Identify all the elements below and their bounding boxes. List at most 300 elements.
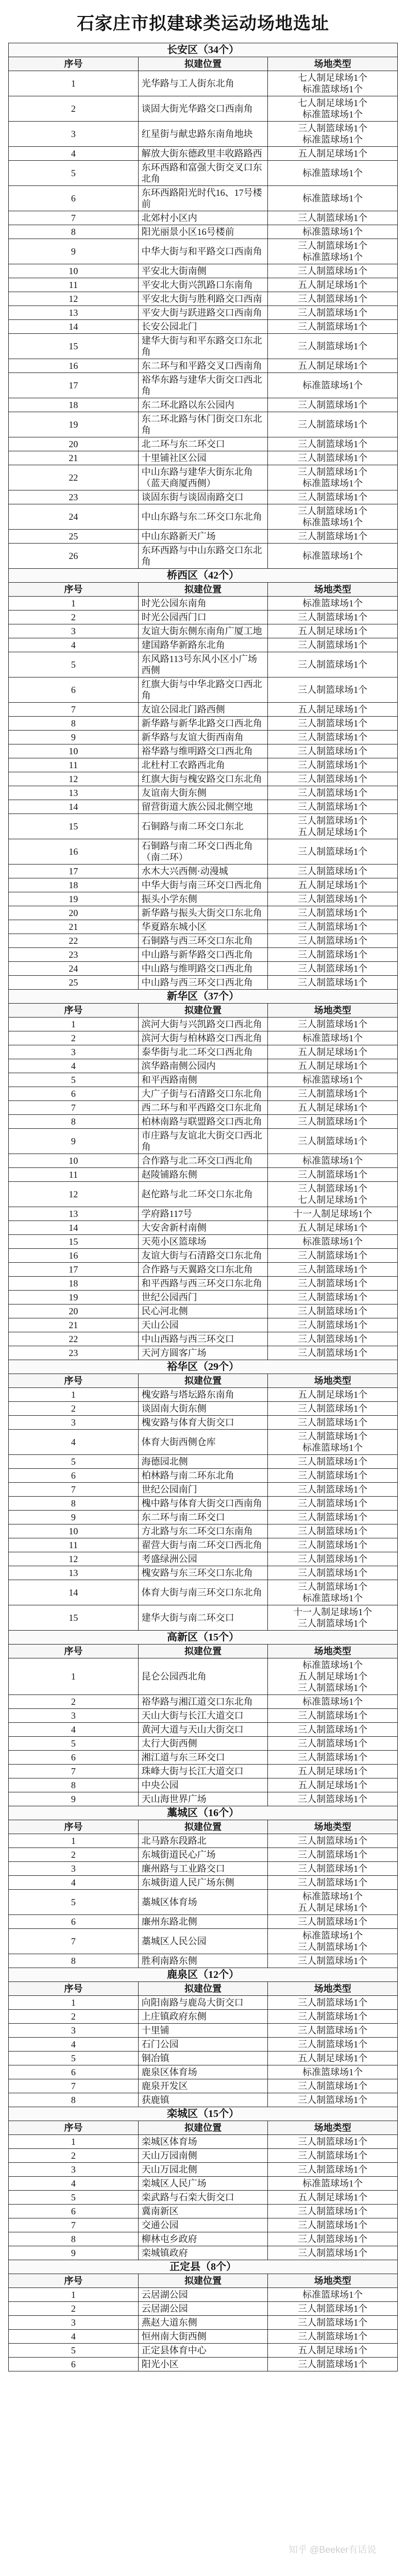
table-row [9,306,398,320]
row-location: 中山东路与建华大街东北角（蓝天商厦西侧） [138,465,268,490]
row-location: 平安北大街南侧 [138,264,268,278]
row-type [268,373,398,398]
table-row [9,814,398,839]
row-number: 7 [9,2079,139,2093]
header-location: 拟建位置 [138,1374,268,1388]
row-location: 翟营大街与南二环交口西北角 [138,1538,268,1552]
type-line: 三人制篮球场1个 [298,977,368,988]
row-type [268,1709,398,1723]
row-location: 裕华路与维明路交口西北角 [138,744,268,758]
type-line: 五人制足球场1个 [298,361,368,371]
row-type [268,934,398,948]
row-type [268,1580,398,1605]
row-number: 20 [9,437,139,451]
district-name: 藁城区（16个） [9,1806,398,1820]
row-number: 6 [9,1087,139,1101]
row-type [268,2205,398,2218]
type-line: 五人制足球场1个 [298,880,368,890]
type-line: 三人制篮球场1个 [298,718,368,728]
row-location: 中山西路与西三环交口 [138,1332,268,1346]
row-location: 东二环与和平路交叉口西南角 [138,359,268,373]
district-row [9,990,398,1004]
row-location: 时光公园东南角 [138,597,268,611]
row-type [268,611,398,624]
table-row [9,1876,398,1890]
row-number: 9 [9,2246,139,2260]
table-row [9,1538,398,1552]
row-type [268,1101,398,1115]
row-number: 1 [9,1388,139,1402]
table-row [9,1263,398,1277]
district-row [9,2107,398,2121]
row-location: 海德园北侧 [138,1455,268,1469]
type-line: 标准篮球场1个 [302,134,363,145]
table-row [9,1430,398,1455]
type-line: 标准篮球场1个 [302,1660,363,1670]
table-row [9,624,398,638]
row-type [268,2079,398,2093]
row-number: 5 [9,1890,139,1915]
row-number: 20 [9,906,139,920]
row-number: 1 [9,1018,139,1031]
row-type [268,2330,398,2344]
table-row [9,2191,398,2205]
row-type [268,2316,398,2330]
row-number: 1 [9,2288,139,2302]
header-location: 拟建位置 [138,1004,268,1018]
type-line: 三人制篮球场1个 [298,908,368,918]
row-number: 5 [9,2052,139,2065]
row-number: 4 [9,638,139,652]
table-row [9,1073,398,1087]
row-location: 柏林路与南二环东北角 [138,1469,268,1483]
type-line: 三人制篮球场1个 [298,1136,368,1146]
district-row [9,43,398,57]
type-line: 三人制篮球场1个 [298,732,368,742]
row-number: 7 [9,703,139,717]
type-line: 七人制足球场1个 [298,98,368,108]
type-line: 三人制篮球场1个 [298,1417,368,1428]
row-number: 3 [9,1045,139,1059]
row-number: 21 [9,451,139,465]
table-row [9,1929,398,1954]
table-row [9,2246,398,2260]
type-line: 三人制篮球场1个 [298,1264,368,1275]
row-location: 市庄路与友谊北大街交口西北角 [138,1129,268,1154]
type-line: 三人制篮球场1个 [298,439,368,449]
type-line: 标准篮球场1个 [302,2290,363,2300]
table-row [9,1154,398,1168]
row-type [268,1455,398,1469]
type-line: 三人制篮球场1个 [298,2220,368,2230]
type-line: 标准篮球场1个 [302,1697,363,1707]
row-type [268,147,398,161]
table-row [9,1018,398,1031]
row-type [268,1304,398,1318]
row-number: 6 [9,1469,139,1483]
table-row [9,359,398,373]
district-row [9,1968,398,1982]
type-line: 标准篮球场1个 [302,193,363,204]
row-location: 中华大街与南三环交口西北角 [138,878,268,892]
table-row [9,1168,398,1182]
row-location: 十里铺 [138,2024,268,2038]
type-line: 五人制足球场1个 [298,1103,368,1113]
type-line: 三人制篮球场1个 [298,1019,368,1029]
row-number: 5 [9,161,139,186]
row-number: 17 [9,373,139,398]
row-type [268,652,398,677]
header-no: 序号 [9,1982,139,1996]
row-location: 和平西路南侧 [138,1073,268,1087]
table-header-row [9,1004,398,1018]
row-location: 红旗大街与中华北路交口西北角 [138,677,268,703]
row-number: 3 [9,624,139,638]
header-type: 场地类型 [268,57,398,71]
table-row [9,1552,398,1566]
row-type [268,437,398,451]
header-location: 拟建位置 [138,1645,268,1658]
row-number: 3 [9,2316,139,2330]
row-location: 中山路与维明路交口西北角 [138,962,268,976]
type-line: 三人制篮球场1个 [298,2206,368,2216]
type-line: 三人制篮球场1个 [298,321,368,332]
row-type [268,758,398,772]
row-type [268,359,398,373]
table-header-row [9,1374,398,1388]
row-number: 5 [9,1737,139,1751]
watermark: 知乎 @Beeker有话说 [289,2545,377,2555]
type-line: 三人制篮球场1个 [298,1997,368,2008]
row-number: 21 [9,920,139,934]
row-number: 6 [9,2358,139,2371]
type-line: 三人制篮球场1个 [298,1526,368,1536]
type-line: 三人制篮球场1个 [298,1850,368,1860]
row-type [268,2218,398,2232]
type-line: 三人制篮球场1个 [298,1292,368,1302]
row-location: 长安公园北门 [138,320,268,334]
row-location: 黄河大道与天山大街交口 [138,1723,268,1737]
row-location: 体育大街西侧仓库 [138,1430,268,1455]
row-number: 4 [9,1723,139,1737]
row-number: 24 [9,504,139,530]
table-row [9,1346,398,1360]
row-type [268,1346,398,1360]
row-number: 3 [9,2163,139,2177]
row-type [268,504,398,530]
type-line: 三人制篮球场1个 [298,2150,368,2161]
type-line: 三人制篮球场1个 [298,846,368,857]
row-number: 14 [9,1221,139,1235]
row-location: 云居湖公园 [138,2288,268,2302]
type-line: 三人制篮球场1个 [298,774,368,784]
row-number: 4 [9,1430,139,1455]
type-line: 三人制篮球场1个 [298,936,368,946]
table-row [9,2093,398,2107]
row-number: 17 [9,1263,139,1277]
type-line: 三人制篮球场1个 [298,802,368,812]
row-location: 光华路与工人街东北角 [138,71,268,96]
row-location: 槐安路与塔坛路东南角 [138,1388,268,1402]
row-location: 鹿泉开发区 [138,2079,268,2093]
row-number: 16 [9,1249,139,1263]
table-row [9,2330,398,2344]
table-row [9,398,398,412]
row-location: 滨华路南侧公园内 [138,1059,268,1073]
row-type [268,1154,398,1168]
row-type [268,239,398,264]
row-location: 中山东路与东二环交口东北角 [138,504,268,530]
table-row [9,703,398,717]
row-number: 2 [9,1848,139,1862]
row-number: 5 [9,2344,139,2358]
row-location: 滨河大街与兴凯路交口西北角 [138,1018,268,1031]
table-row [9,1087,398,1101]
row-type [268,814,398,839]
table-row [9,1291,398,1304]
row-number: 11 [9,1538,139,1552]
row-location: 铜冶镇 [138,2052,268,2065]
row-location: 滨河大街与柏林路交口西北角 [138,1031,268,1045]
row-location: 平安大街与跃进路交口西南角 [138,306,268,320]
row-location: 友谊南大街东侧 [138,786,268,800]
row-number: 1 [9,1996,139,2010]
type-line: 三人制篮球场1个 [298,2303,368,2314]
table-row [9,1723,398,1737]
type-line: 三人制篮球场1个 [298,467,368,477]
table-row [9,490,398,504]
type-line: 三人制篮球场1个 [298,492,368,502]
table-row [9,1497,398,1511]
header-location: 拟建位置 [138,2121,268,2135]
type-line: 三人制篮球场1个 [298,950,368,960]
type-line: 标准篮球场1个 [302,517,363,528]
row-type [268,677,398,703]
type-line: 标准篮球场1个 [302,2067,363,2077]
row-type [268,1059,398,1073]
type-line: 三人制篮球场1个 [298,894,368,904]
table-row [9,2316,398,2330]
table-row [9,758,398,772]
row-location: 槐安路与体育大街交口 [138,1416,268,1430]
type-line: 三人制篮球场1个 [298,1683,368,1693]
type-line: 三人制篮球场1个 [298,1170,368,1180]
row-location: 栾武路与石栾大街交口 [138,2191,268,2205]
table-row [9,1059,398,1073]
row-number: 2 [9,96,139,122]
row-number: 2 [9,1695,139,1709]
table-row [9,1221,398,1235]
type-line: 标准篮球场1个 [302,598,363,608]
type-line: 三人制篮球场1个 [298,1540,368,1550]
row-type [268,451,398,465]
district-name: 新华区（37个） [9,990,398,1004]
row-type [268,1207,398,1221]
type-line: 三人制篮球场1个 [298,685,368,695]
row-number: 23 [9,948,139,962]
row-number: 10 [9,1154,139,1168]
type-line: 五人制足球场1个 [298,1780,368,1790]
table-row [9,2024,398,2038]
table-row [9,1045,398,1059]
table-row [9,2163,398,2177]
type-line: 五人制足球场1个 [298,2192,368,2202]
row-number: 11 [9,758,139,772]
table-row [9,934,398,948]
row-number: 15 [9,814,139,839]
table-row [9,1304,398,1318]
table-row [9,1483,398,1497]
row-number: 26 [9,544,139,569]
row-number: 4 [9,1059,139,1073]
row-location: 平安北大街兴凯路口东南角 [138,278,268,292]
header-type: 场地类型 [268,1820,398,1834]
row-type [268,398,398,412]
row-type [268,1658,398,1695]
type-line: 三人制篮球场1个 [298,1942,368,1952]
table-row [9,865,398,878]
row-location: 天山海世界广场 [138,1792,268,1806]
row-location: 西二环与和平西路交口东北角 [138,1101,268,1115]
row-type [268,2010,398,2024]
type-line: 三人制篮球场1个 [298,1554,368,1564]
type-line: 三人制篮球场1个 [298,2359,368,2369]
table-row [9,412,398,437]
table-row [9,2232,398,2246]
type-line: 五人制足球场1个 [298,1766,368,1776]
row-number: 24 [9,962,139,976]
row-type [268,865,398,878]
type-line: 五人制足球场1个 [298,1061,368,1071]
row-location: 北杜村工农路西北角 [138,758,268,772]
row-location: 冀南新区 [138,2205,268,2218]
row-type [268,731,398,744]
row-number: 22 [9,934,139,948]
row-type [268,2302,398,2316]
row-location: 云居湖公园 [138,2302,268,2316]
type-line: 三人制篮球场1个 [298,1089,368,1099]
row-location: 合作路与北二环交口西北角 [138,1154,268,1168]
table-row [9,1737,398,1751]
row-type [268,1737,398,1751]
row-number: 14 [9,1580,139,1605]
row-type [268,1031,398,1045]
type-line: 三人制篮球场1个 [298,1512,368,1522]
row-location: 体育大街与南三环交口东北角 [138,1580,268,1605]
row-type [268,2093,398,2107]
table-row [9,717,398,731]
row-location: 石门公园 [138,2038,268,2052]
type-line: 三人制篮球场1个 [298,453,368,463]
type-line: 三人制篮球场1个 [298,400,368,410]
row-number: 9 [9,239,139,264]
type-line: 五人制足球场1个 [298,827,368,837]
header-location: 拟建位置 [138,57,268,71]
row-location: 天苑小区篮球场 [138,1235,268,1249]
row-location: 振头小学东侧 [138,892,268,906]
row-location: 方北路与东二环交口东南角 [138,1524,268,1538]
row-number: 1 [9,1658,139,1695]
table-row [9,878,398,892]
table-row [9,334,398,359]
type-line: 标准篮球场1个 [302,1033,363,1043]
header-type: 场地类型 [268,2274,398,2288]
header-no: 序号 [9,57,139,71]
header-no: 序号 [9,583,139,597]
table-row [9,1031,398,1045]
row-type [268,320,398,334]
type-line: 三人制篮球场1个 [298,1794,368,1804]
row-number: 2 [9,1402,139,1416]
row-location: 栾城区体育场 [138,2135,268,2149]
table-header-row [9,2121,398,2135]
table-row [9,800,398,814]
row-location: 天山公园 [138,1318,268,1332]
header-location: 拟建位置 [138,1982,268,1996]
table-header-row [9,1645,398,1658]
row-location: 天河方圆客广场 [138,1346,268,1360]
row-location: 红星街与献忠路东南角地块 [138,122,268,147]
row-number: 23 [9,1346,139,1360]
row-type [268,1497,398,1511]
table-row [9,278,398,292]
table-row [9,71,398,96]
table-row [9,1862,398,1876]
header-type: 场地类型 [268,1374,398,1388]
row-number: 7 [9,1765,139,1778]
row-type [268,530,398,544]
row-type [268,1182,398,1207]
row-type [268,1792,398,1806]
row-number: 8 [9,1115,139,1129]
row-number: 12 [9,292,139,306]
row-location: 阳光小区 [138,2358,268,2371]
table-row [9,2079,398,2093]
type-line: 五人制足球场1个 [298,280,368,290]
table-row [9,1416,398,1430]
type-line: 三人制篮球场1个 [298,2081,368,2091]
type-line: 三人制篮球场1个 [298,2011,368,2022]
row-type [268,1723,398,1737]
type-line: 五人制足球场1个 [298,1389,368,1400]
type-line: 三人制篮球场1个 [298,2317,368,2328]
type-line: 标准篮球场1个 [302,1891,363,1902]
row-number: 2 [9,2010,139,2024]
table-row [9,1207,398,1221]
row-type [268,1235,398,1249]
row-type [268,1402,398,1416]
type-line: 三人制篮球场1个 [298,294,368,304]
row-location: 藁城区人民公园 [138,1929,268,1954]
table-row [9,1332,398,1346]
district-name: 栾城区（15个） [9,2107,398,2121]
row-location: 中华大街与和平路交口西南角 [138,239,268,264]
row-type [268,2052,398,2065]
row-location: 廉州东路北侧 [138,1915,268,1929]
header-no: 序号 [9,1645,139,1658]
type-line: 五人制足球场1个 [298,148,368,159]
type-line: 三人制篮球场1个 [298,659,368,670]
type-line: 三人制篮球场1个 [298,1710,368,1721]
row-number: 18 [9,1277,139,1291]
row-location: 世纪公园西门 [138,1291,268,1304]
row-location: 槐中路与体育大街交口西南角 [138,1497,268,1511]
row-location: 北马路东段路北 [138,1834,268,1848]
table-row [9,1605,398,1631]
row-type [268,2163,398,2177]
row-type [268,1890,398,1915]
row-number: 5 [9,1455,139,1469]
